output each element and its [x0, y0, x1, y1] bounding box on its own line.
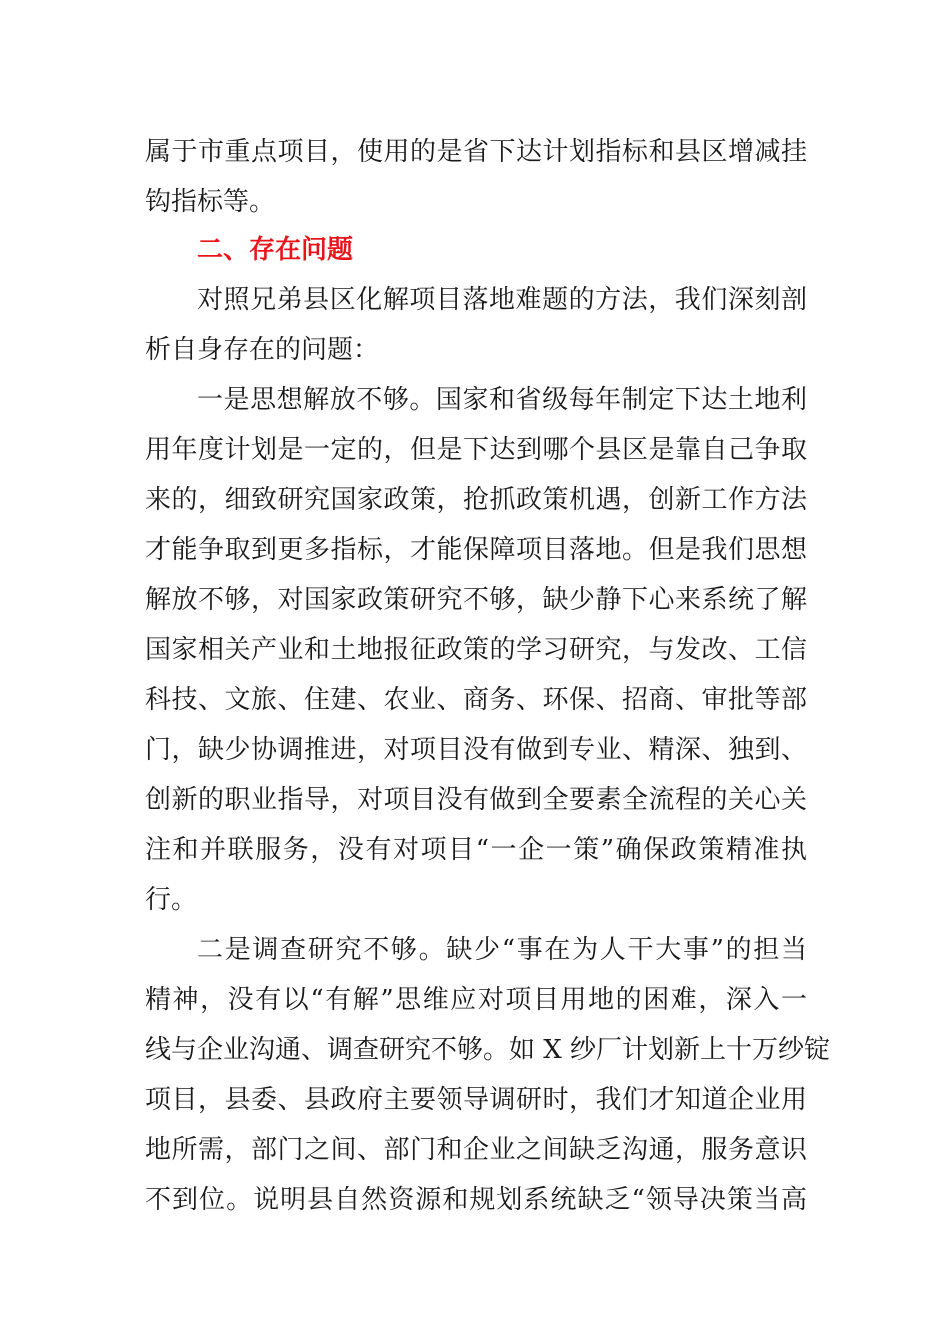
text-line: 门，缺少协调推进，对项目没有做到专业、精深、独到、: [145, 735, 807, 765]
text-line: 解放不够，对国家政策研究不够，缺少静下心来系统了解: [145, 585, 807, 615]
text-line: 才能争取到更多指标，才能保障项目落地。但是我们思想: [145, 535, 807, 565]
text-line: 不到位。说明县自然资源和规划系统缺乏“领导决策当高: [145, 1185, 807, 1215]
section-heading: 二、存在问题: [197, 235, 354, 265]
text-line: 对照兄弟县区化解项目落地难题的方法，我们深刻剖: [197, 285, 807, 315]
text-line: 精神，没有以“有解”思维应对项目用地的困难，深入一: [145, 985, 807, 1015]
text-line: 项目，县委、县政府主要领导调研时，我们才知道企业用: [145, 1085, 807, 1115]
text-line: 创新的职业指导，对项目没有做到全要素全流程的关心关: [145, 785, 807, 815]
text-line: 钩指标等。: [145, 187, 276, 217]
text-line: 析自身存在的问题：: [145, 335, 380, 365]
text-line: 地所需，部门之间、部门和企业之间缺乏沟通，服务意识: [145, 1135, 807, 1165]
text-line: 国家相关产业和土地报征政策的学习研究，与发改、工信: [145, 635, 807, 665]
text-line: 二是调查研究不够。缺少“事在为人干大事”的担当: [197, 935, 807, 965]
text-line: 注和并联服务，没有对项目“一企一策”确保政策精准执: [145, 835, 807, 865]
text-line: 来的，细致研究国家政策，抢抓政策机遇，创新工作方法: [145, 485, 807, 515]
text-line: 科技、文旅、住建、农业、商务、环保、招商、审批等部: [145, 685, 807, 715]
text-line: 用年度计划是一定的，但是下达到哪个县区是靠自己争取: [145, 435, 807, 465]
text-line: 线与企业沟通、调查研究不够。如 X 纱厂计划新上十万纱锭: [145, 1035, 831, 1065]
text-line: 行。: [145, 885, 198, 915]
text-line: 属于市重点项目，使用的是省下达计划指标和县区增减挂: [145, 137, 807, 167]
text-line: 一是思想解放不够。国家和省级每年制定下达土地利: [197, 385, 807, 415]
